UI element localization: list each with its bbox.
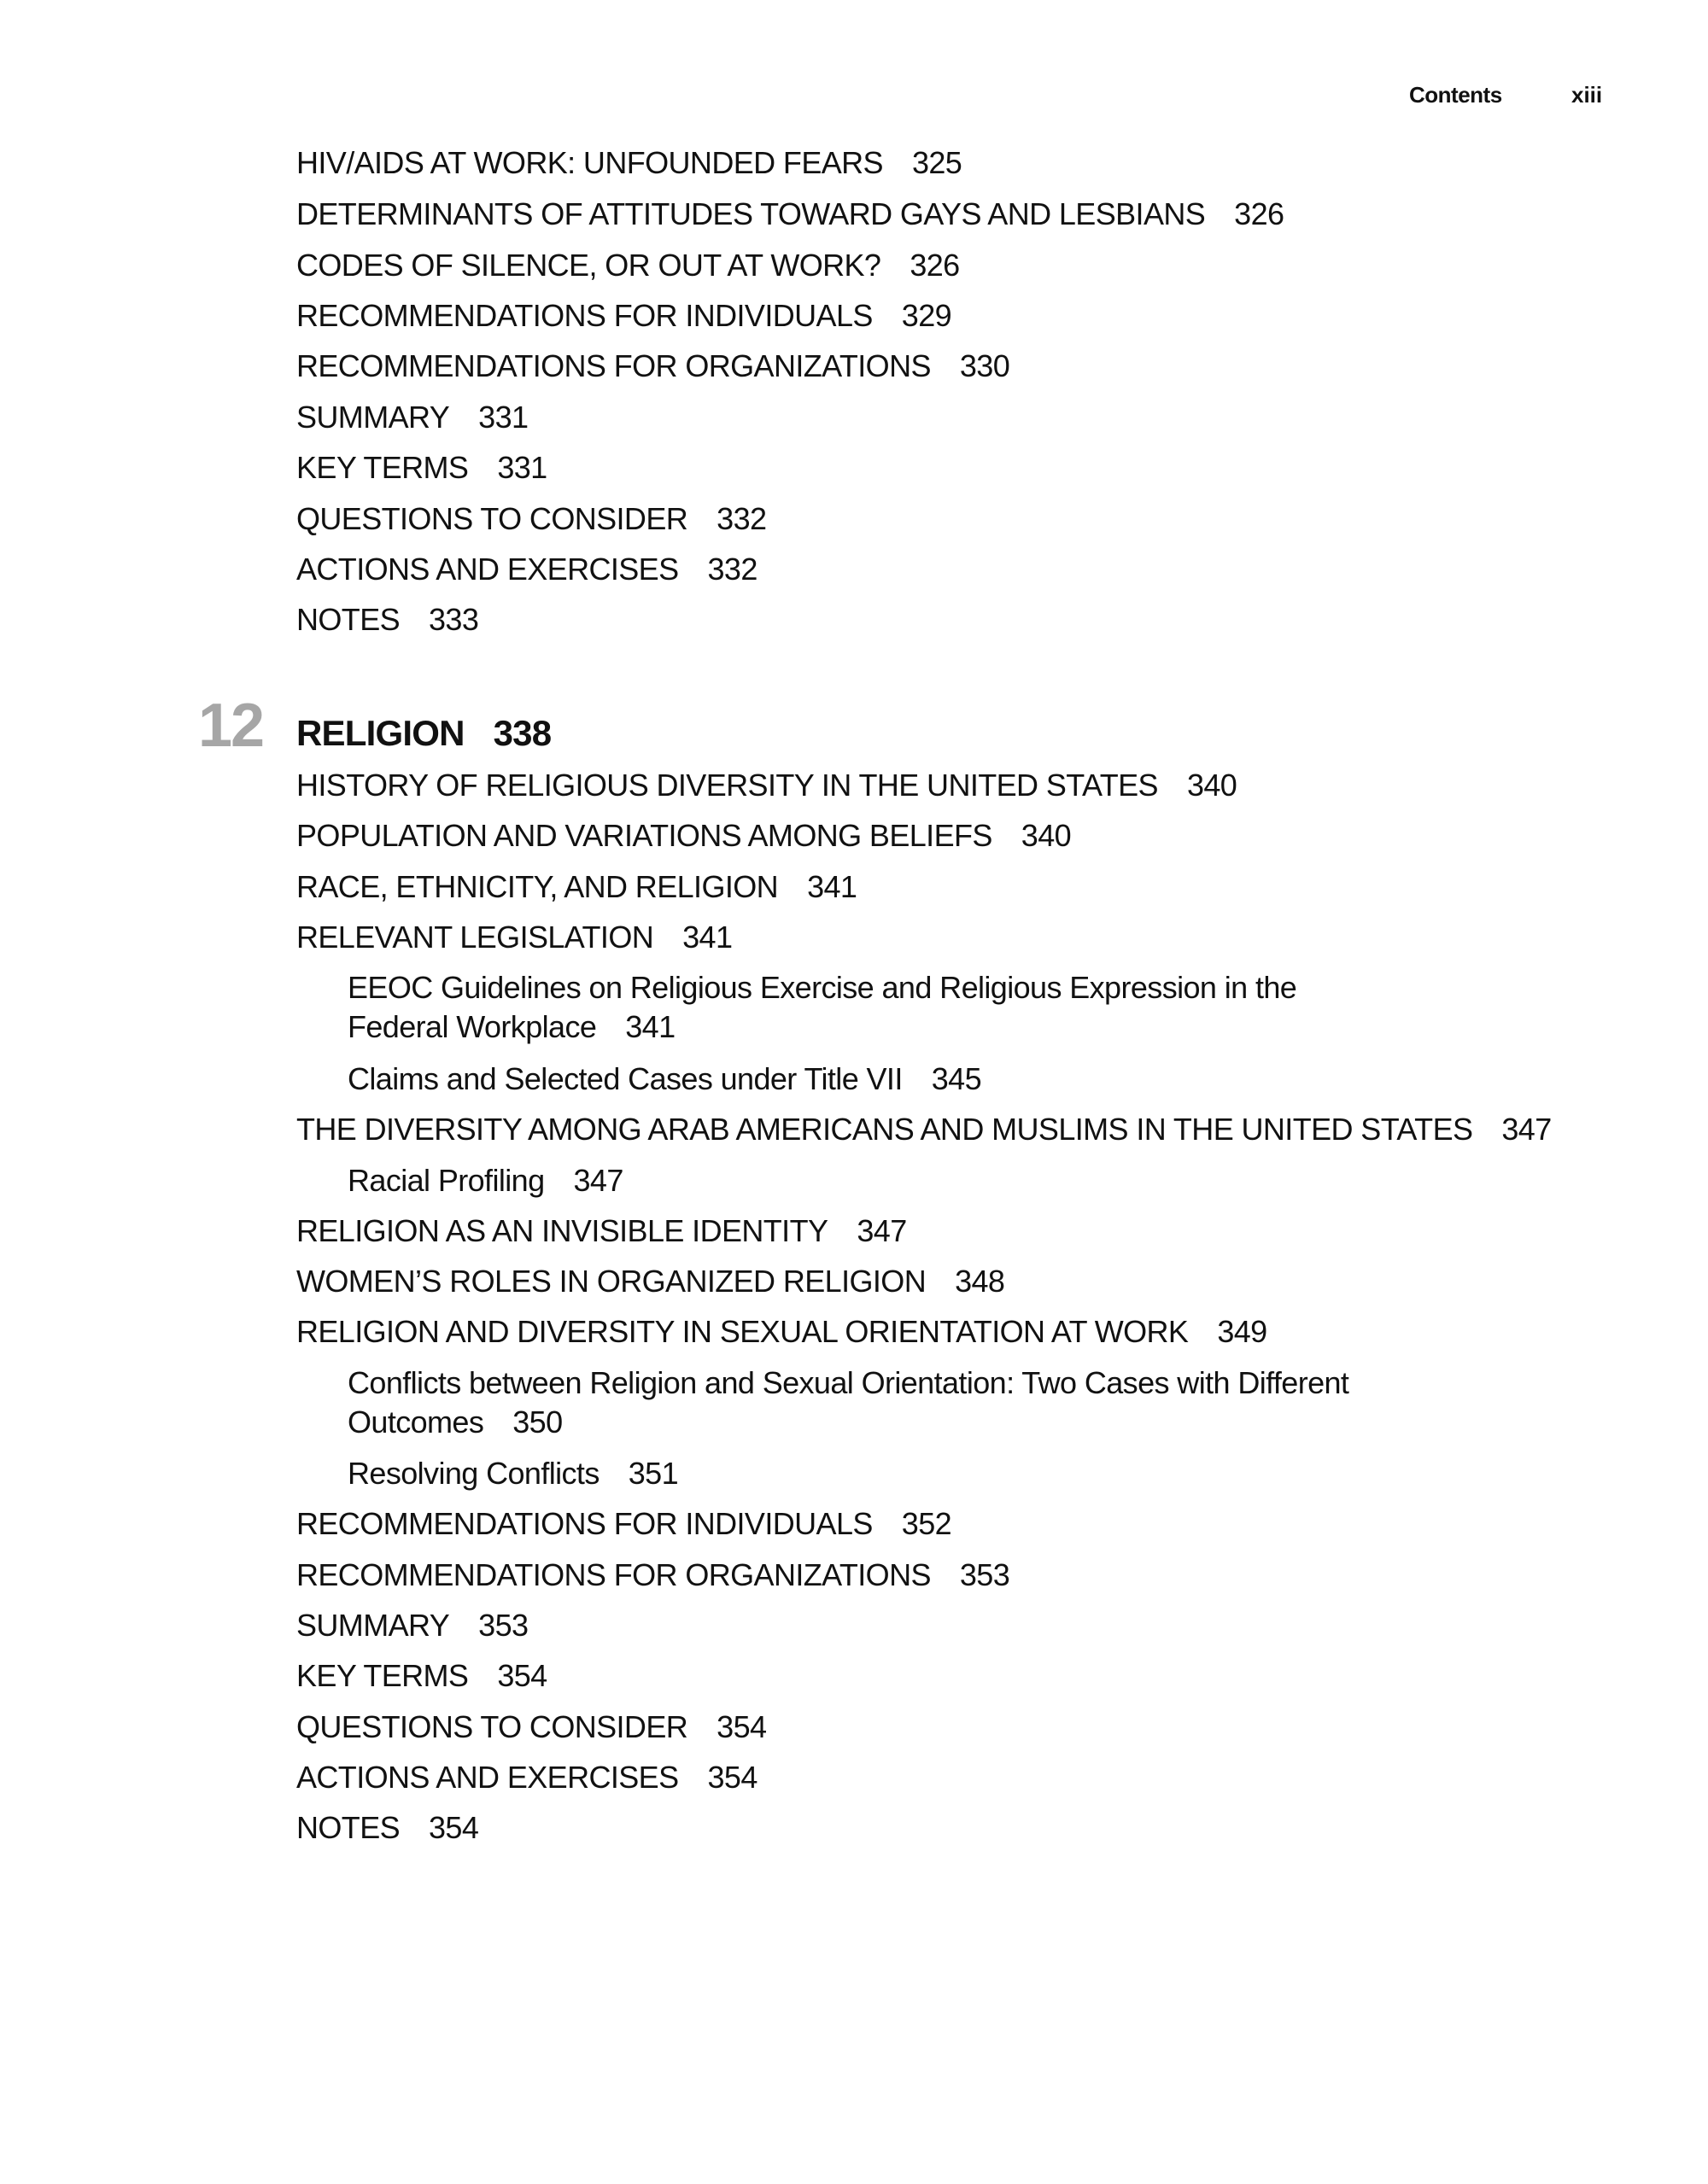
toc-entry-title: WOMEN’S ROLES IN ORGANIZED RELIGION (296, 1264, 927, 1299)
toc-entry-page: 326 (1234, 196, 1284, 231)
toc-entry[interactable] (296, 816, 1071, 855)
toc-entry-title: RECOMMENDATIONS FOR INDIVIDUALS (296, 1506, 873, 1541)
toc-entry-page: 354 (497, 1658, 547, 1693)
toc-entry-page: 330 (959, 348, 1010, 383)
toc-subentry[interactable] (348, 1364, 1355, 1442)
toc-entry[interactable] (296, 448, 547, 488)
toc-entry-page: 347 (1501, 1112, 1552, 1147)
toc-entry[interactable] (296, 1708, 766, 1747)
toc-entry-page: 354 (429, 1810, 479, 1845)
toc-subentry[interactable] (348, 1060, 981, 1099)
toc-entry-page: 331 (497, 450, 547, 485)
toc-entry[interactable] (296, 195, 1284, 234)
toc-entry-page: 348 (955, 1264, 1005, 1299)
toc-entry-page: 333 (429, 602, 479, 637)
toc-entry-title: RELIGION AND DIVERSITY IN SEXUAL ORIENTATION AT WORK (296, 1314, 1189, 1349)
toc-entry-title: RELEVANT LEGISLATION (296, 920, 654, 955)
toc-entry-title: NOTES (296, 602, 401, 637)
toc-entry[interactable] (296, 296, 951, 336)
toc-entry-page: 347 (857, 1213, 907, 1248)
toc-entry-page: 340 (1186, 768, 1237, 803)
toc-entry[interactable] (296, 1556, 1009, 1595)
toc-entry-page: 341 (807, 869, 857, 904)
toc-entry-page: 329 (901, 298, 952, 333)
toc-entry-page: 349 (1217, 1314, 1267, 1349)
toc-entry-title: QUESTIONS TO CONSIDER (296, 501, 688, 536)
toc-entry[interactable] (296, 1110, 1552, 1149)
toc-entry-title: EEOC Guidelines on Religious Exercise and Religious Expression in the Federal Workplace (348, 970, 1297, 1044)
toc-entry-page: 332 (717, 501, 767, 536)
toc-entry[interactable] (296, 1656, 547, 1696)
toc-entry-title: POPULATION AND VARIATIONS AMONG BELIEFS (296, 818, 992, 853)
toc-entry-title: Claims and Selected Cases under Title VII (348, 1061, 903, 1096)
toc-entry-title: HIV/AIDS AT WORK: UNFOUNDED FEARS (296, 145, 883, 180)
toc-entry-page: 353 (959, 1557, 1010, 1592)
toc-entry[interactable] (296, 143, 962, 183)
toc-entry-title: DETERMINANTS OF ATTITUDES TOWARD GAYS AND LESBIANS (296, 196, 1206, 231)
toc-entry[interactable] (296, 499, 766, 539)
toc-entry[interactable] (296, 246, 960, 285)
toc-entry[interactable] (296, 766, 1237, 805)
toc-entry[interactable] (296, 1808, 478, 1848)
toc-entry-page: 351 (628, 1456, 678, 1491)
toc-entry-title: NOTES (296, 1810, 401, 1845)
toc-entry-page: 332 (707, 552, 757, 587)
toc-entry[interactable] (296, 1312, 1267, 1352)
toc-entry-title: RECOMMENDATIONS FOR INDIVIDUALS (296, 298, 873, 333)
toc-entry-title: Conflicts between Religion and Sexual Orientation: Two Cases with Different Outcomes (348, 1365, 1349, 1439)
toc-entry[interactable] (296, 918, 732, 957)
toc-entry-page: 354 (717, 1709, 767, 1744)
toc-entry-title: THE DIVERSITY AMONG ARAB AMERICANS AND MUSLIMS IN THE UNITED STATES (296, 1112, 1473, 1147)
toc-entry-page: 353 (478, 1608, 529, 1643)
toc-entry-title: RECOMMENDATIONS FOR ORGANIZATIONS (296, 1557, 931, 1592)
toc-entry[interactable] (296, 600, 478, 639)
toc-entry-title: RELIGION AS AN INVISIBLE IDENTITY (296, 1213, 828, 1248)
toc-entry-page: 340 (1021, 818, 1072, 853)
toc-subentry[interactable] (348, 1161, 623, 1200)
chapter-title[interactable] (296, 712, 551, 755)
toc-entry[interactable] (296, 550, 757, 589)
toc-entry-title: HISTORY OF RELIGIOUS DIVERSITY IN THE UNITED STATES (296, 768, 1158, 803)
toc-entry-title: Racial Profiling (348, 1163, 545, 1198)
toc-entry-title: KEY TERMS (296, 1658, 469, 1693)
toc-entry-page: 341 (625, 1009, 676, 1044)
toc-entry-title: KEY TERMS (296, 450, 469, 485)
toc-entry-page: 325 (911, 145, 962, 180)
toc-entry-page: 352 (901, 1506, 952, 1541)
toc-entry[interactable] (296, 1504, 951, 1544)
chapter-title-page: 338 (493, 713, 552, 753)
toc-entry-page: 347 (573, 1163, 623, 1198)
running-head-section: Contents (1409, 82, 1502, 108)
toc-entry-page: 354 (707, 1760, 757, 1795)
toc-entry-page: 326 (910, 248, 960, 283)
toc-entry[interactable] (296, 1606, 528, 1645)
toc-entry-title: Resolving Conflicts (348, 1456, 600, 1491)
chapter-title-text: RELIGION (296, 713, 465, 753)
chapter-number: 12 (198, 692, 264, 760)
toc-subentry[interactable] (348, 1454, 678, 1493)
toc-entry[interactable] (296, 867, 857, 907)
toc-entry-title: ACTIONS AND EXERCISES (296, 552, 679, 587)
toc-entry[interactable] (296, 1212, 907, 1251)
toc-entry-page: 350 (512, 1404, 563, 1439)
toc-entry-page: 345 (931, 1061, 981, 1096)
toc-entry[interactable] (296, 1262, 1004, 1301)
toc-entry-title: SUMMARY (296, 400, 450, 435)
toc-subentry[interactable] (348, 968, 1372, 1047)
toc-entry-title: CODES OF SILENCE, OR OUT AT WORK? (296, 248, 881, 283)
toc-entry-page: 331 (478, 400, 529, 435)
toc-entry[interactable] (296, 1758, 757, 1797)
toc-entry[interactable] (296, 398, 528, 437)
running-head-page-number: xiii (1571, 82, 1603, 108)
toc-entry-page: 341 (682, 920, 733, 955)
running-head (0, 82, 1708, 116)
toc-entry[interactable] (296, 347, 1009, 386)
toc-entry-title: SUMMARY (296, 1608, 450, 1643)
toc-entry-title: RACE, ETHNICITY, AND RELIGION (296, 869, 779, 904)
toc-entry-title: RECOMMENDATIONS FOR ORGANIZATIONS (296, 348, 931, 383)
toc-entry-title: QUESTIONS TO CONSIDER (296, 1709, 688, 1744)
toc-entry-title: ACTIONS AND EXERCISES (296, 1760, 679, 1795)
